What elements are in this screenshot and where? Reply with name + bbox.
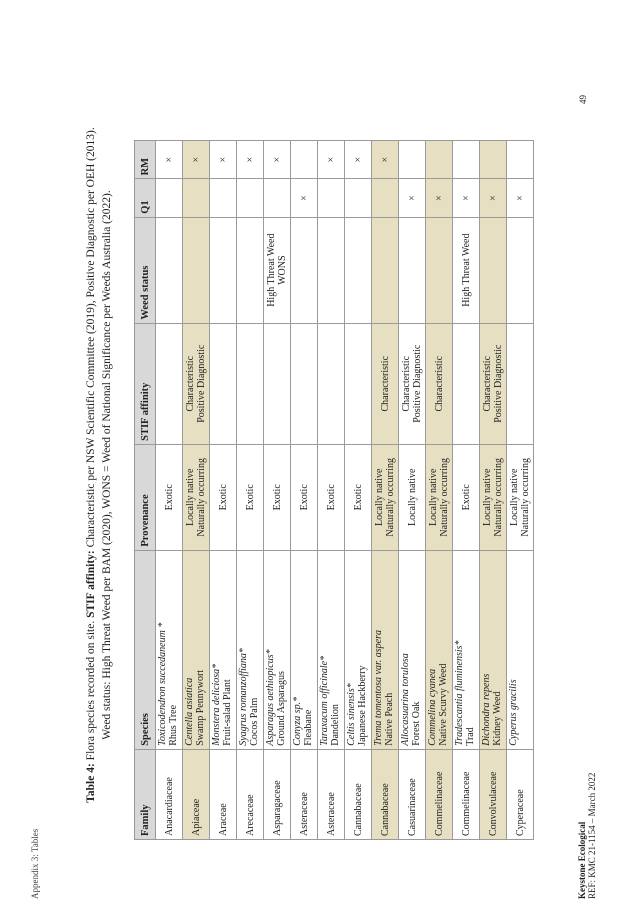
cell-family: Anacardiaceae [156,749,183,839]
provenance-line-1: Exotic [244,484,256,511]
cell-species [399,550,426,749]
stif-line-1: Characteristic [185,355,196,412]
cell-rm-mark: × [318,141,345,179]
table-row [453,141,480,840]
cell-q1-mark [318,179,345,217]
cell-provenance [183,444,210,550]
species-common-name: Rhus Tree [168,704,179,746]
cell-family: Cyperaceae [507,749,534,839]
cell-species [210,550,237,749]
species-scientific-name: Commelina cyanea [427,668,438,746]
footer-reference: REF: KMC 21-1154 – March 2022 [587,772,597,899]
cell-species [372,550,399,749]
provenance-line-1: Locally native [185,468,196,527]
cell-provenance [264,444,291,550]
provenance-line-1: Exotic [352,484,364,511]
cell-family: Commelinaceae [426,749,453,839]
table-row [264,141,291,840]
provenance-line-1: Exotic [325,484,337,511]
provenance-line-2: Naturally occurring [493,457,504,537]
table-row [399,141,426,840]
cell-rm-mark: × [183,141,210,179]
cell-weed-status [345,217,372,323]
species-common-name: Japanese Hackberry [357,665,368,746]
cell-rm-mark: × [156,141,183,179]
cell-stif-affinity [453,323,480,444]
cell-rm-mark [453,141,480,179]
cell-weed-status [426,217,453,323]
cell-stif-affinity [183,323,210,444]
species-common-name: Kidney Weed [492,691,503,746]
cell-weed-status [507,217,534,323]
cell-q1-mark [237,179,264,217]
caption-stif-label: STIF affinity: [85,550,97,618]
species-scientific-name: Centella asiatica [184,677,195,746]
table-row [426,141,453,840]
species-scientific-name: Monstera deliciosa* [211,663,222,746]
cell-q1-mark [345,179,372,217]
cell-stif-affinity [156,323,183,444]
species-common-name: Forest Oak [411,701,422,746]
table-row [156,141,183,840]
cell-q1-mark: × [399,179,426,217]
table-row [237,141,264,840]
cell-provenance [480,444,507,550]
cell-weed-status [372,217,399,323]
cell-rm-mark: × [345,141,372,179]
species-scientific-name: Allocasuarina torulosa [400,653,411,746]
species-common-name: Swamp Pennywort [195,669,206,746]
header-rm: RM [135,141,156,179]
cell-provenance [291,444,318,550]
cell-stif-affinity [426,323,453,444]
cell-family: Asparagaceae [264,749,291,839]
cell-species [237,550,264,749]
cell-weed-status [480,217,507,323]
cell-species [291,550,318,749]
cell-rm-mark [291,141,318,179]
species-scientific-name: Conyza sp.* [292,696,303,746]
cell-family: Apiaceae [183,749,210,839]
cell-species [264,550,291,749]
cell-q1-mark: × [507,179,534,217]
provenance-line-2: Naturally occurring [520,457,531,537]
cell-q1-mark: × [453,179,480,217]
cell-weed-status [237,217,264,323]
cell-family: Cannabaceae [372,749,399,839]
header-stif-affinity: STIF affinity [135,323,156,444]
cell-stif-affinity [345,323,372,444]
cell-species [156,550,183,749]
cell-family: Arecaceae [237,749,264,839]
table-row [210,141,237,840]
provenance-line-1: Locally native [406,468,418,527]
cell-weed-status [183,217,210,323]
cell-stif-affinity [210,323,237,444]
species-common-name: Fruit-salad Plant [222,679,233,746]
cell-species [453,550,480,749]
species-scientific-name: Tradescantia fluminensis* [454,640,465,746]
cell-species [426,550,453,749]
cell-q1-mark: × [291,179,318,217]
cell-stif-affinity [318,323,345,444]
cell-stif-affinity [264,323,291,444]
header-provenance: Provenance [135,444,156,550]
cell-stif-affinity [399,323,426,444]
caption-text-before: Flora species recorded on site. [85,617,97,764]
cell-rm-mark: × [210,141,237,179]
species-common-name: Native Scurvy Weed [438,663,449,746]
stif-line-2: Positive Diagnostic [412,344,423,423]
species-scientific-name: Celtis sinensis* [346,683,357,746]
cell-weed-status [399,217,426,323]
provenance-line-1: Exotic [163,484,175,511]
provenance-line-1: Locally native [428,468,439,527]
header-species: Species [135,550,156,749]
appendix-label: Appendix 3: Tables [30,828,40,899]
cell-rm-mark: × [372,141,399,179]
cell-q1-mark [264,179,291,217]
stif-line-1: Characteristic [433,355,445,412]
cell-stif-affinity [237,323,264,444]
cell-family: Casuarinaceae [399,749,426,839]
stif-line-1: Characteristic [482,355,493,412]
species-scientific-name: Dichondra repens [481,673,492,746]
cell-family: Asteraceae [318,749,345,839]
table-row [318,141,345,840]
cell-rm-mark [480,141,507,179]
cell-stif-affinity [507,323,534,444]
table-row [183,141,210,840]
table-row [480,141,507,840]
table-row [372,141,399,840]
cell-provenance [372,444,399,550]
caption-label: Table 4: [85,763,97,803]
provenance-line-2: Naturally occurring [196,457,207,537]
species-common-name: Fleabane [303,709,314,746]
cell-q1-mark [372,179,399,217]
provenance-line-2: Naturally occurring [439,457,450,537]
species-scientific-name: Trema tomentosa var. aspera [373,630,384,746]
cell-rm-mark [507,141,534,179]
table-header-row [135,141,156,840]
cell-rm-mark: × [264,141,291,179]
species-scientific-name: Cyperus gracilis [508,679,519,746]
cell-provenance [237,444,264,550]
table-row [291,141,318,840]
cell-stif-affinity [291,323,318,444]
cell-species [345,550,372,749]
provenance-line-1: Locally native [482,468,493,527]
cell-family: Cannabaceae [345,749,372,839]
provenance-line-1: Exotic [298,484,310,511]
cell-family: Asteraceae [291,749,318,839]
weed-line-1: High Threat Weed [460,233,472,307]
cell-q1-mark [183,179,210,217]
cell-stif-affinity [480,323,507,444]
species-scientific-name: Asparagus aethiopicus* [265,649,276,746]
cell-weed-status [264,217,291,323]
cell-q1-mark: × [426,179,453,217]
cell-species [480,550,507,749]
provenance-line-1: Exotic [217,484,229,511]
cell-species [183,550,210,749]
cell-family: Convolvulaceae [480,749,507,839]
cell-rm-mark: × [237,141,264,179]
table-caption [80,100,115,830]
cell-provenance [453,444,480,550]
cell-weed-status [156,217,183,323]
cell-provenance [426,444,453,550]
page-number: 49 [578,95,588,104]
provenance-line-2: Naturally occurring [385,457,396,537]
species-common-name: Trad [465,727,476,746]
cell-weed-status [291,217,318,323]
flora-species-table [134,140,534,840]
rotated-table-frame [80,90,550,840]
cell-provenance [210,444,237,550]
provenance-line-1: Locally native [374,468,385,527]
cell-provenance [507,444,534,550]
stif-line-2: Positive Diagnostic [493,344,504,423]
cell-rm-mark [426,141,453,179]
cell-provenance [399,444,426,550]
provenance-line-1: Exotic [271,484,283,511]
cell-q1-mark [210,179,237,217]
cell-stif-affinity [372,323,399,444]
cell-q1-mark: × [480,179,507,217]
header-q1: Q1 [135,179,156,217]
stif-line-2: Positive Diagnostic [196,344,207,423]
cell-species [318,550,345,749]
cell-family: Commelinaceae [453,749,480,839]
cell-provenance [318,444,345,550]
stif-line-1: Characteristic [379,355,391,412]
provenance-line-1: Exotic [460,484,472,511]
table-row [345,141,372,840]
footer-organisation: Keystone Ecological [577,821,587,899]
weed-line-2: WONS [277,255,288,285]
header-family: Family [135,749,156,839]
species-scientific-name: Toxicodendron succedaneum * [157,622,168,746]
cell-rm-mark [399,141,426,179]
cell-family: Araceae [210,749,237,839]
species-common-name: Ground Asparagus [276,671,287,746]
species-scientific-name: Syagrus romanzoffiana* [238,648,249,746]
species-common-name: Cocos Palm [249,697,260,746]
table-row [507,141,534,840]
caption-text-after: Characteristic per NSW Scientific Committee (2019), Positive Diagnostic per OEH (2013). [85,127,97,551]
cell-weed-status [210,217,237,323]
species-common-name: Native Peach [384,692,395,746]
cell-provenance [156,444,183,550]
header-weed-status: Weed status [135,217,156,323]
cell-weed-status [318,217,345,323]
cell-weed-status [453,217,480,323]
stif-line-1: Characteristic [401,355,412,412]
cell-q1-mark [156,179,183,217]
cell-provenance [345,444,372,550]
table-body [156,141,534,840]
species-scientific-name: Taraxacum officinale* [319,655,330,746]
cell-species [507,550,534,749]
species-common-name: Dandelion [330,704,341,746]
provenance-line-1: Locally native [509,468,520,527]
weed-line-1: High Threat Weed [266,233,277,307]
caption-line-2: Weed status: High Threat Weed per BAM (2020), WONS = Weed of National Significance per Weeds Australia (2022). [101,190,113,740]
